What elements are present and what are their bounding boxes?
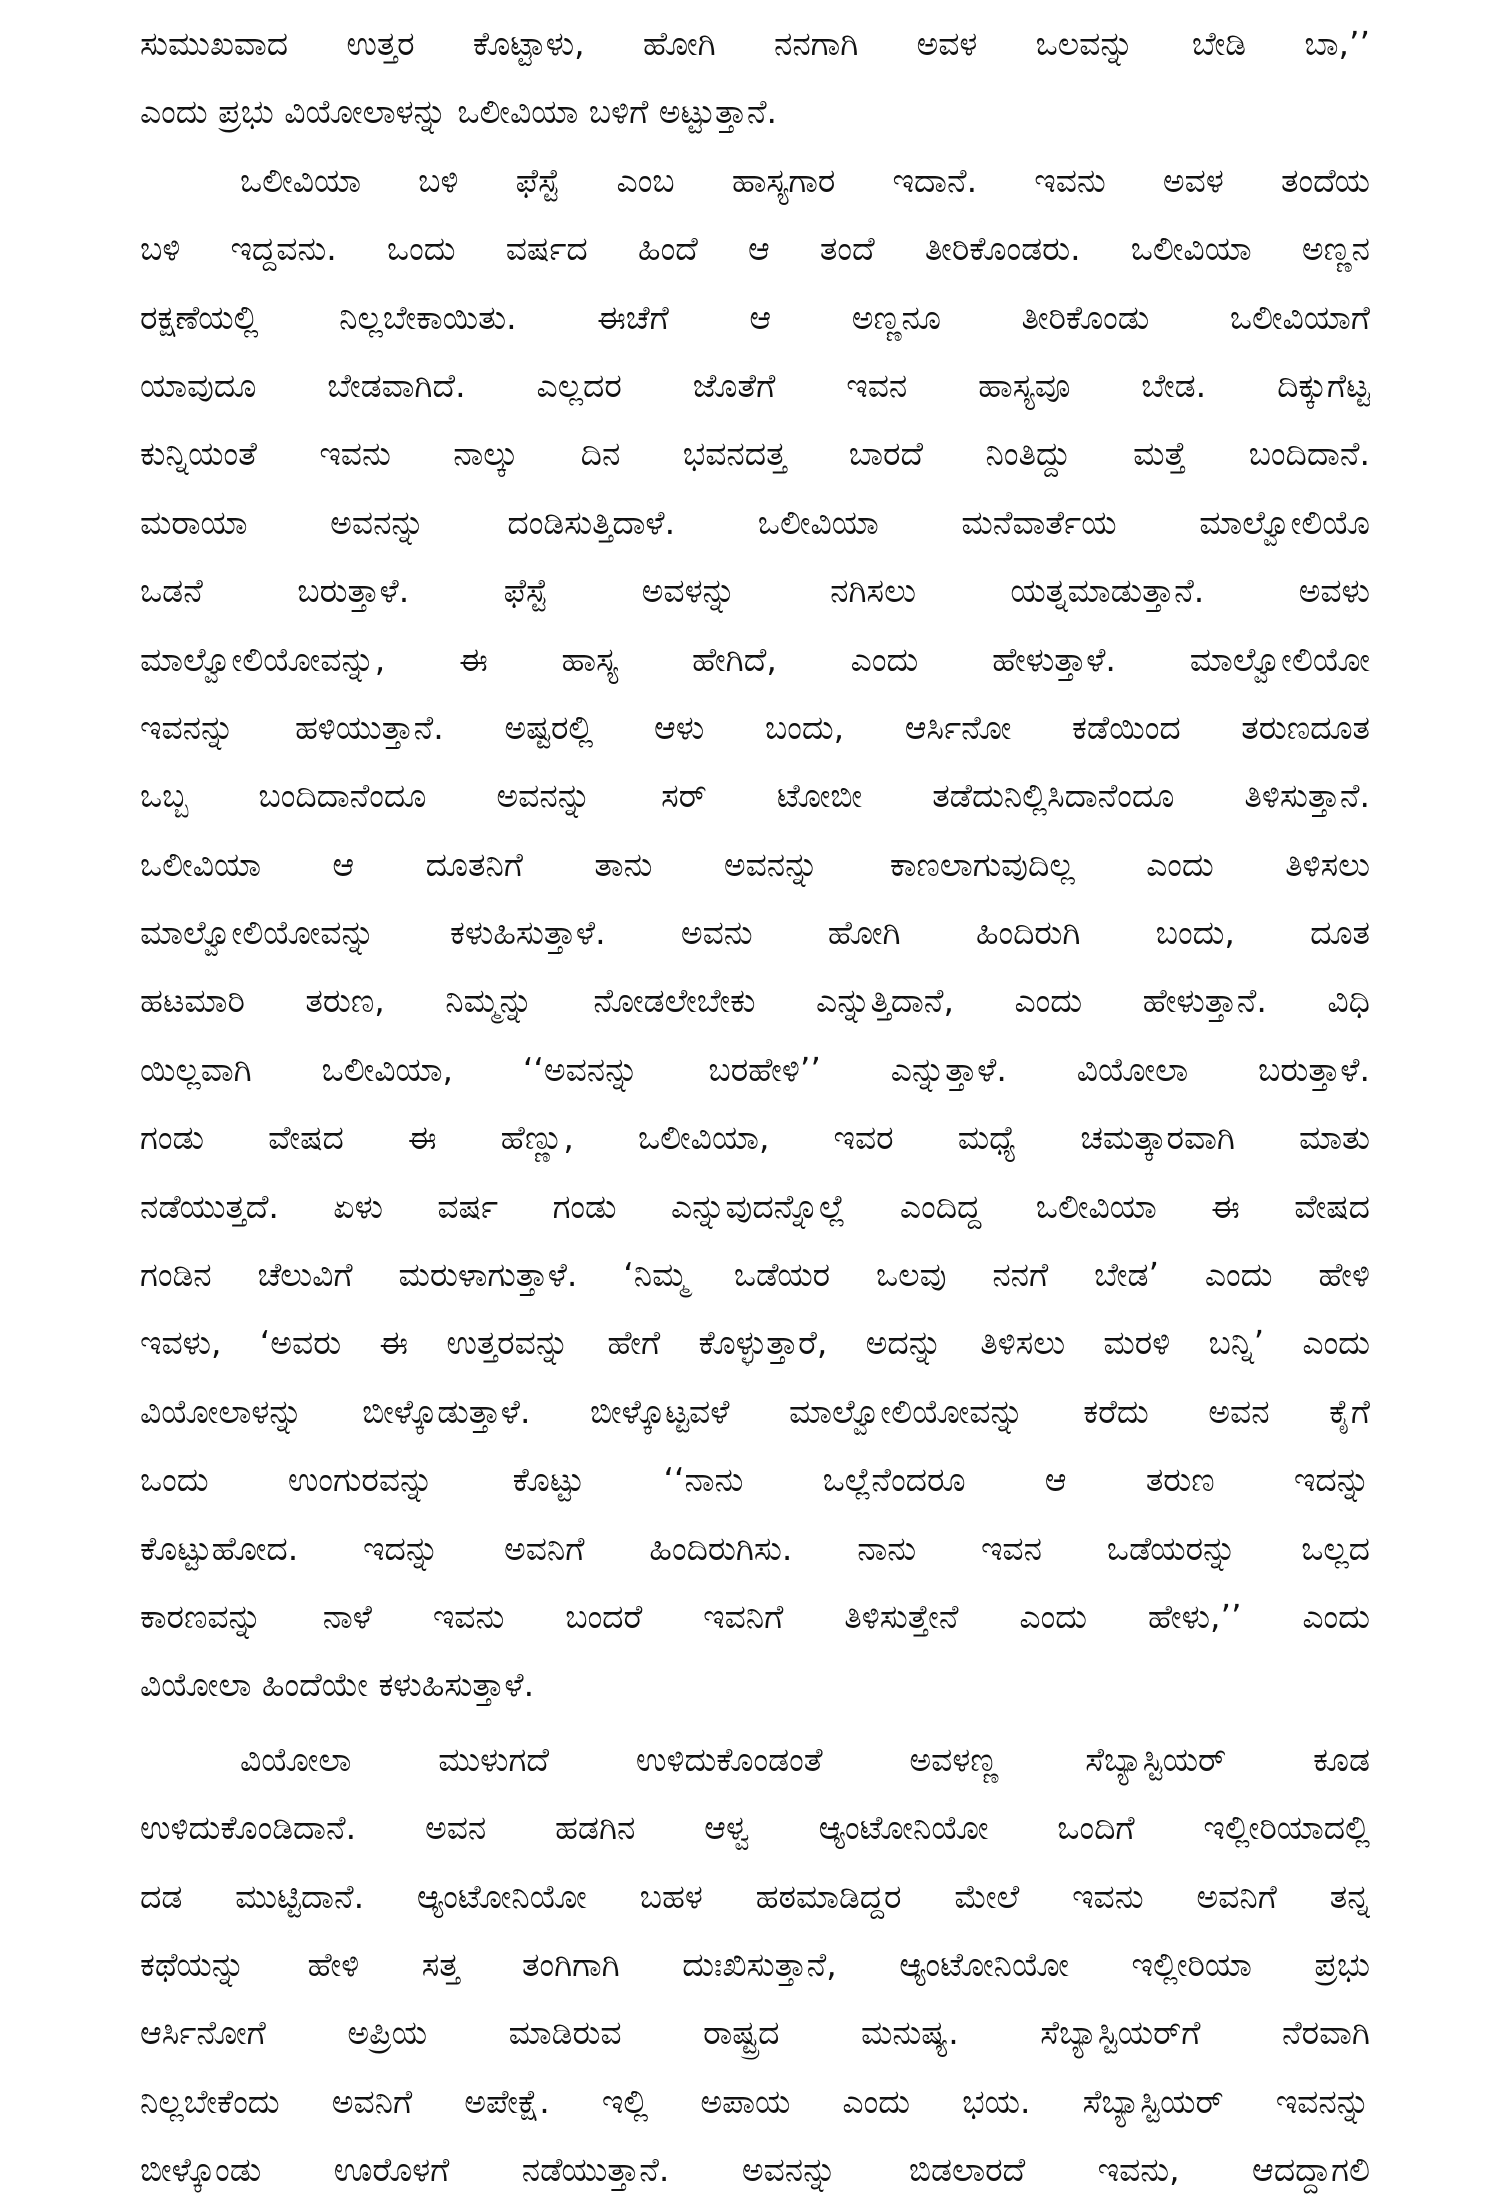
text-line: ಇವನನ್ನು ಹಳಿಯುತ್ತಾನೆ. ಅಷ್ಟರಲ್ಲಿ ಆಳು ಬಂದು, ಆರ್ಸಿನೋ ಕಡೆಯಿಂದ ತರುಣದೂತ [140, 707, 1370, 747]
document-page [140, 10, 1370, 2190]
text-line: ಯಾವುದೂ ಬೇಡವಾಗಿದೆ. ಎಲ್ಲದರ ಜೊತೆಗೆ ಇವನ ಹಾಸ್ಯವೂ ಬೇಡ. ದಿಕ್ಕುಗೆಟ್ಟ [140, 365, 1370, 405]
text-line: ಉಳಿದುಕೊಂಡಿದಾನೆ. ಅವನ ಹಡಗಿನ ಆಳ್ವ ಆ್ಯಂಟೋನಿಯೋ ಒಂದಿಗೆ ಇಲ್ಲೀರಿಯಾದಲ್ಲಿ [140, 1808, 1370, 1848]
paragraph-3 [140, 1726, 1370, 2205]
text-line: ಮಾಲ್ವೋಲಿಯೋವನ್ನು, ಈ ಹಾಸ್ಯ ಹೇಗಿದೆ, ಎಂದು ಹೇಳುತ್ತಾಳೆ. ಮಾಲ್ವೋಲಿಯೋ [140, 639, 1370, 679]
text-line: ಒಂದು ಉಂಗುರವನ್ನು ಕೊಟ್ಟು ‘‘ನಾನು ಒಲ್ಲೆನೆಂದರೂ ಆ ತರುಣ ಇದನ್ನು [140, 1460, 1370, 1500]
text-line: ಕುನ್ನಿಯಂತೆ ಇವನು ನಾಲ್ಕು ದಿನ ಭವನದತ್ತ ಬಾರದೆ ನಿಂತಿದ್ದು ಮತ್ತೆ ಬಂದಿದಾನೆ. [140, 434, 1370, 474]
text-line: ನಡೆಯುತ್ತದೆ. ಏಳು ವರ್ಷ ಗಂಡು ಎನ್ನುವುದನ್ನೊಲ್ಲೆ ಎಂದಿದ್ದ ಒಲೀವಿಯಾ ಈ ವೇಷದ [140, 1186, 1370, 1226]
text-line: ಕಥೆಯನ್ನು ಹೇಳಿ ಸತ್ತ ತಂಗಿಗಾಗಿ ದುಃಖಿಸುತ್ತಾನೆ, ಆ್ಯಂಟೋನಿಯೋ ಇಲ್ಲೀರಿಯಾ ಪ್ರಭು [140, 1944, 1370, 1984]
text-line: ಇವಳು, ‘ಅವರು ಈ ಉತ್ತರವನ್ನು ಹೇಗೆ ಕೊಳ್ಳುತ್ತಾರೆ, ಅದನ್ನು ತಿಳಿಸಲು ಮರಳಿ ಬನ್ನಿ’ ಎಂದು [140, 1323, 1370, 1363]
text-line: ಬಳಿ ಇದ್ದವನು. ಒಂದು ವರ್ಷದ ಹಿಂದೆ ಆ ತಂದೆ ತೀರಿಕೊಂಡರು. ಒಲೀವಿಯಾ ಅಣ್ಣನ [140, 229, 1370, 269]
text-line: ಬೀಳ್ಕೊಂಡು ಊರೊಳಗೆ ನಡೆಯುತ್ತಾನೆ. ಅವನನ್ನು ಬಿಡಲಾರದೆ ಇವನು, ಆದದ್ದಾಗಲಿ [140, 2150, 1370, 2190]
text-line: ಮರಾಯಾ ಅವನನ್ನು ದಂಡಿಸುತ್ತಿದಾಳೆ. ಒಲೀವಿಯಾ ಮನೆವಾರ್ತೆಯ ಮಾಲ್ವೋಲಿಯೊ [140, 502, 1370, 542]
text-line: ಕಾರಣವನ್ನು ನಾಳೆ ಇವನು ಬಂದರೆ ಇವನಿಗೆ ತಿಳಿಸುತ್ತೇನೆ ಎಂದು ಹೇಳು,’’ ಎಂದು [140, 1596, 1370, 1636]
text-line: ವಿಯೋಲಾ ಹಿಂದೆಯೇ ಕಳುಹಿಸುತ್ತಾಳೆ. [140, 1665, 535, 1705]
text-line: ವಿಯೋಲಾಳನ್ನು ಬೀಳ್ಕೊಡುತ್ತಾಳೆ. ಬೀಳ್ಕೊಟ್ಟವಳೆ ಮಾಲ್ವೋಲಿಯೋವನ್ನು ಕರೆದು ಅವನ ಕೈಗೆ [140, 1391, 1370, 1431]
text-line: ಆರ್ಸಿನೋಗೆ ಅಪ್ರಿಯ ಮಾಡಿರುವ ರಾಷ್ಟ್ರದ ಮನುಷ್ಯ. ಸೆಬ್ಯಾಸ್ಟಿಯರ್‌ಗೆ ನೆರವಾಗಿ [140, 2013, 1370, 2053]
text-line: ಸುಮುಖವಾದ ಉತ್ತರ ಕೊಟ್ಟಾಳು, ಹೋಗಿ ನನಗಾಗಿ ಅವಳ ಒಲವನ್ನು ಬೇಡಿ ಬಾ,’’ [140, 24, 1370, 63]
paragraph-2 [140, 147, 1370, 1720]
paragraph-1 [140, 10, 1370, 147]
text-line: ಗಂಡಿನ ಚೆಲುವಿಗೆ ಮರುಳಾಗುತ್ತಾಳೆ. ‘ನಿಮ್ಮ ಒಡೆಯರ ಒಲವು ನನಗೆ ಬೇಡ’ ಎಂದು ಹೇಳಿ [140, 1255, 1370, 1295]
text-line: ಹಟಮಾರಿ ತರುಣ, ನಿಮ್ಮನ್ನು ನೋಡಲೇಬೇಕು ಎನ್ನುತ್ತಿದಾನೆ, ಎಂದು ಹೇಳುತ್ತಾನೆ. ವಿಧಿ [140, 981, 1370, 1021]
text-line: ಯಿಲ್ಲವಾಗಿ ಒಲೀವಿಯಾ, ‘‘ಅವನನ್ನು ಬರಹೇಳಿ’’ ಎನ್ನುತ್ತಾಳೆ. ವಿಯೋಲಾ ಬರುತ್ತಾಳೆ. [140, 1049, 1370, 1089]
text-line: ಒಡನೆ ಬರುತ್ತಾಳೆ. ಫೆಸ್ಟೆ ಅವಳನ್ನು ನಗಿಸಲು ಯತ್ನಮಾಡುತ್ತಾನೆ. ಅವಳು [140, 571, 1370, 611]
text-line: ರಕ್ಷಣೆಯಲ್ಲಿ ನಿಲ್ಲಬೇಕಾಯಿತು. ಈಚೆಗೆ ಆ ಅಣ್ಣನೂ ತೀರಿಕೊಂಡು ಒಲೀವಿಯಾಗೆ [140, 297, 1370, 337]
text-line: ಗಂಡು ವೇಷದ ಈ ಹೆಣ್ಣು, ಒಲೀವಿಯಾ, ಇವರ ಮಧ್ಯೆ ಚಮತ್ಕಾರವಾಗಿ ಮಾತು [140, 1118, 1370, 1158]
text-line: ನಿಲ್ಲಬೇಕೆಂದು ಅವನಿಗೆ ಅಪೇಕ್ಷೆ. ಇಲ್ಲಿ ಅಪಾಯ ಎಂದು ಭಯ. ಸೆಬ್ಯಾಸ್ಟಿಯರ್ ಇವನನ್ನು [140, 2081, 1370, 2121]
text-line: ಒಲೀವಿಯಾ ಆ ದೂತನಿಗೆ ತಾನು ಅವನನ್ನು ಕಾಣಲಾಗುವುದಿಲ್ಲ ಎಂದು ತಿಳಿಸಲು [140, 844, 1370, 884]
text-line: ದಡ ಮುಟ್ಟಿದಾನೆ. ಆ್ಯಂಟೋನಿಯೋ ಬಹಳ ಹಠಮಾಡಿದ್ದರ ಮೇಲೆ ಇವನು ಅವನಿಗೆ ತನ್ನ [140, 1876, 1370, 1916]
text-line: ಎಂದು ಪ್ರಭು ವಿಯೋಲಾಳನ್ನು ಒಲೀವಿಯಾ ಬಳಿಗೆ ಅಟ್ಟುತ್ತಾನೆ. [140, 92, 778, 132]
text-line: ಒಬ್ಬ ಬಂದಿದಾನೆಂದೂ ಅವನನ್ನು ಸರ್ ಟೋಬೀ ತಡೆದುನಿಲ್ಲಿಸಿದಾನೆಂದೂ ತಿಳಿಸುತ್ತಾನೆ. [140, 776, 1370, 816]
text-line: ವಿಯೋಲಾ ಮುಳುಗದೆ ಉಳಿದುಕೊಂಡಂತೆ ಅವಳಣ್ಣ ಸೆಬ್ಯಾಸ್ಟಿಯರ್ ಕೂಡ [240, 1739, 1370, 1779]
text-line: ಕೊಟ್ಟುಹೋದ. ಇದನ್ನು ಅವನಿಗೆ ಹಿಂದಿರುಗಿಸು. ನಾನು ಇವನ ಒಡೆಯರನ್ನು ಒಲ್ಲದ [140, 1528, 1370, 1568]
text-line: ಒಲೀವಿಯಾ ಬಳಿ ಫೆಸ್ಟೆ ಎಂಬ ಹಾಸ್ಯಗಾರ ಇದಾನೆ. ಇವನು ಅವಳ ತಂದೆಯ [240, 160, 1370, 200]
text-line: ಮಾಲ್ವೋಲಿಯೋವನ್ನು ಕಳುಹಿಸುತ್ತಾಳೆ. ಅವನು ಹೋಗಿ ಹಿಂದಿರುಗಿ ಬಂದು, ದೂತ [140, 913, 1370, 953]
